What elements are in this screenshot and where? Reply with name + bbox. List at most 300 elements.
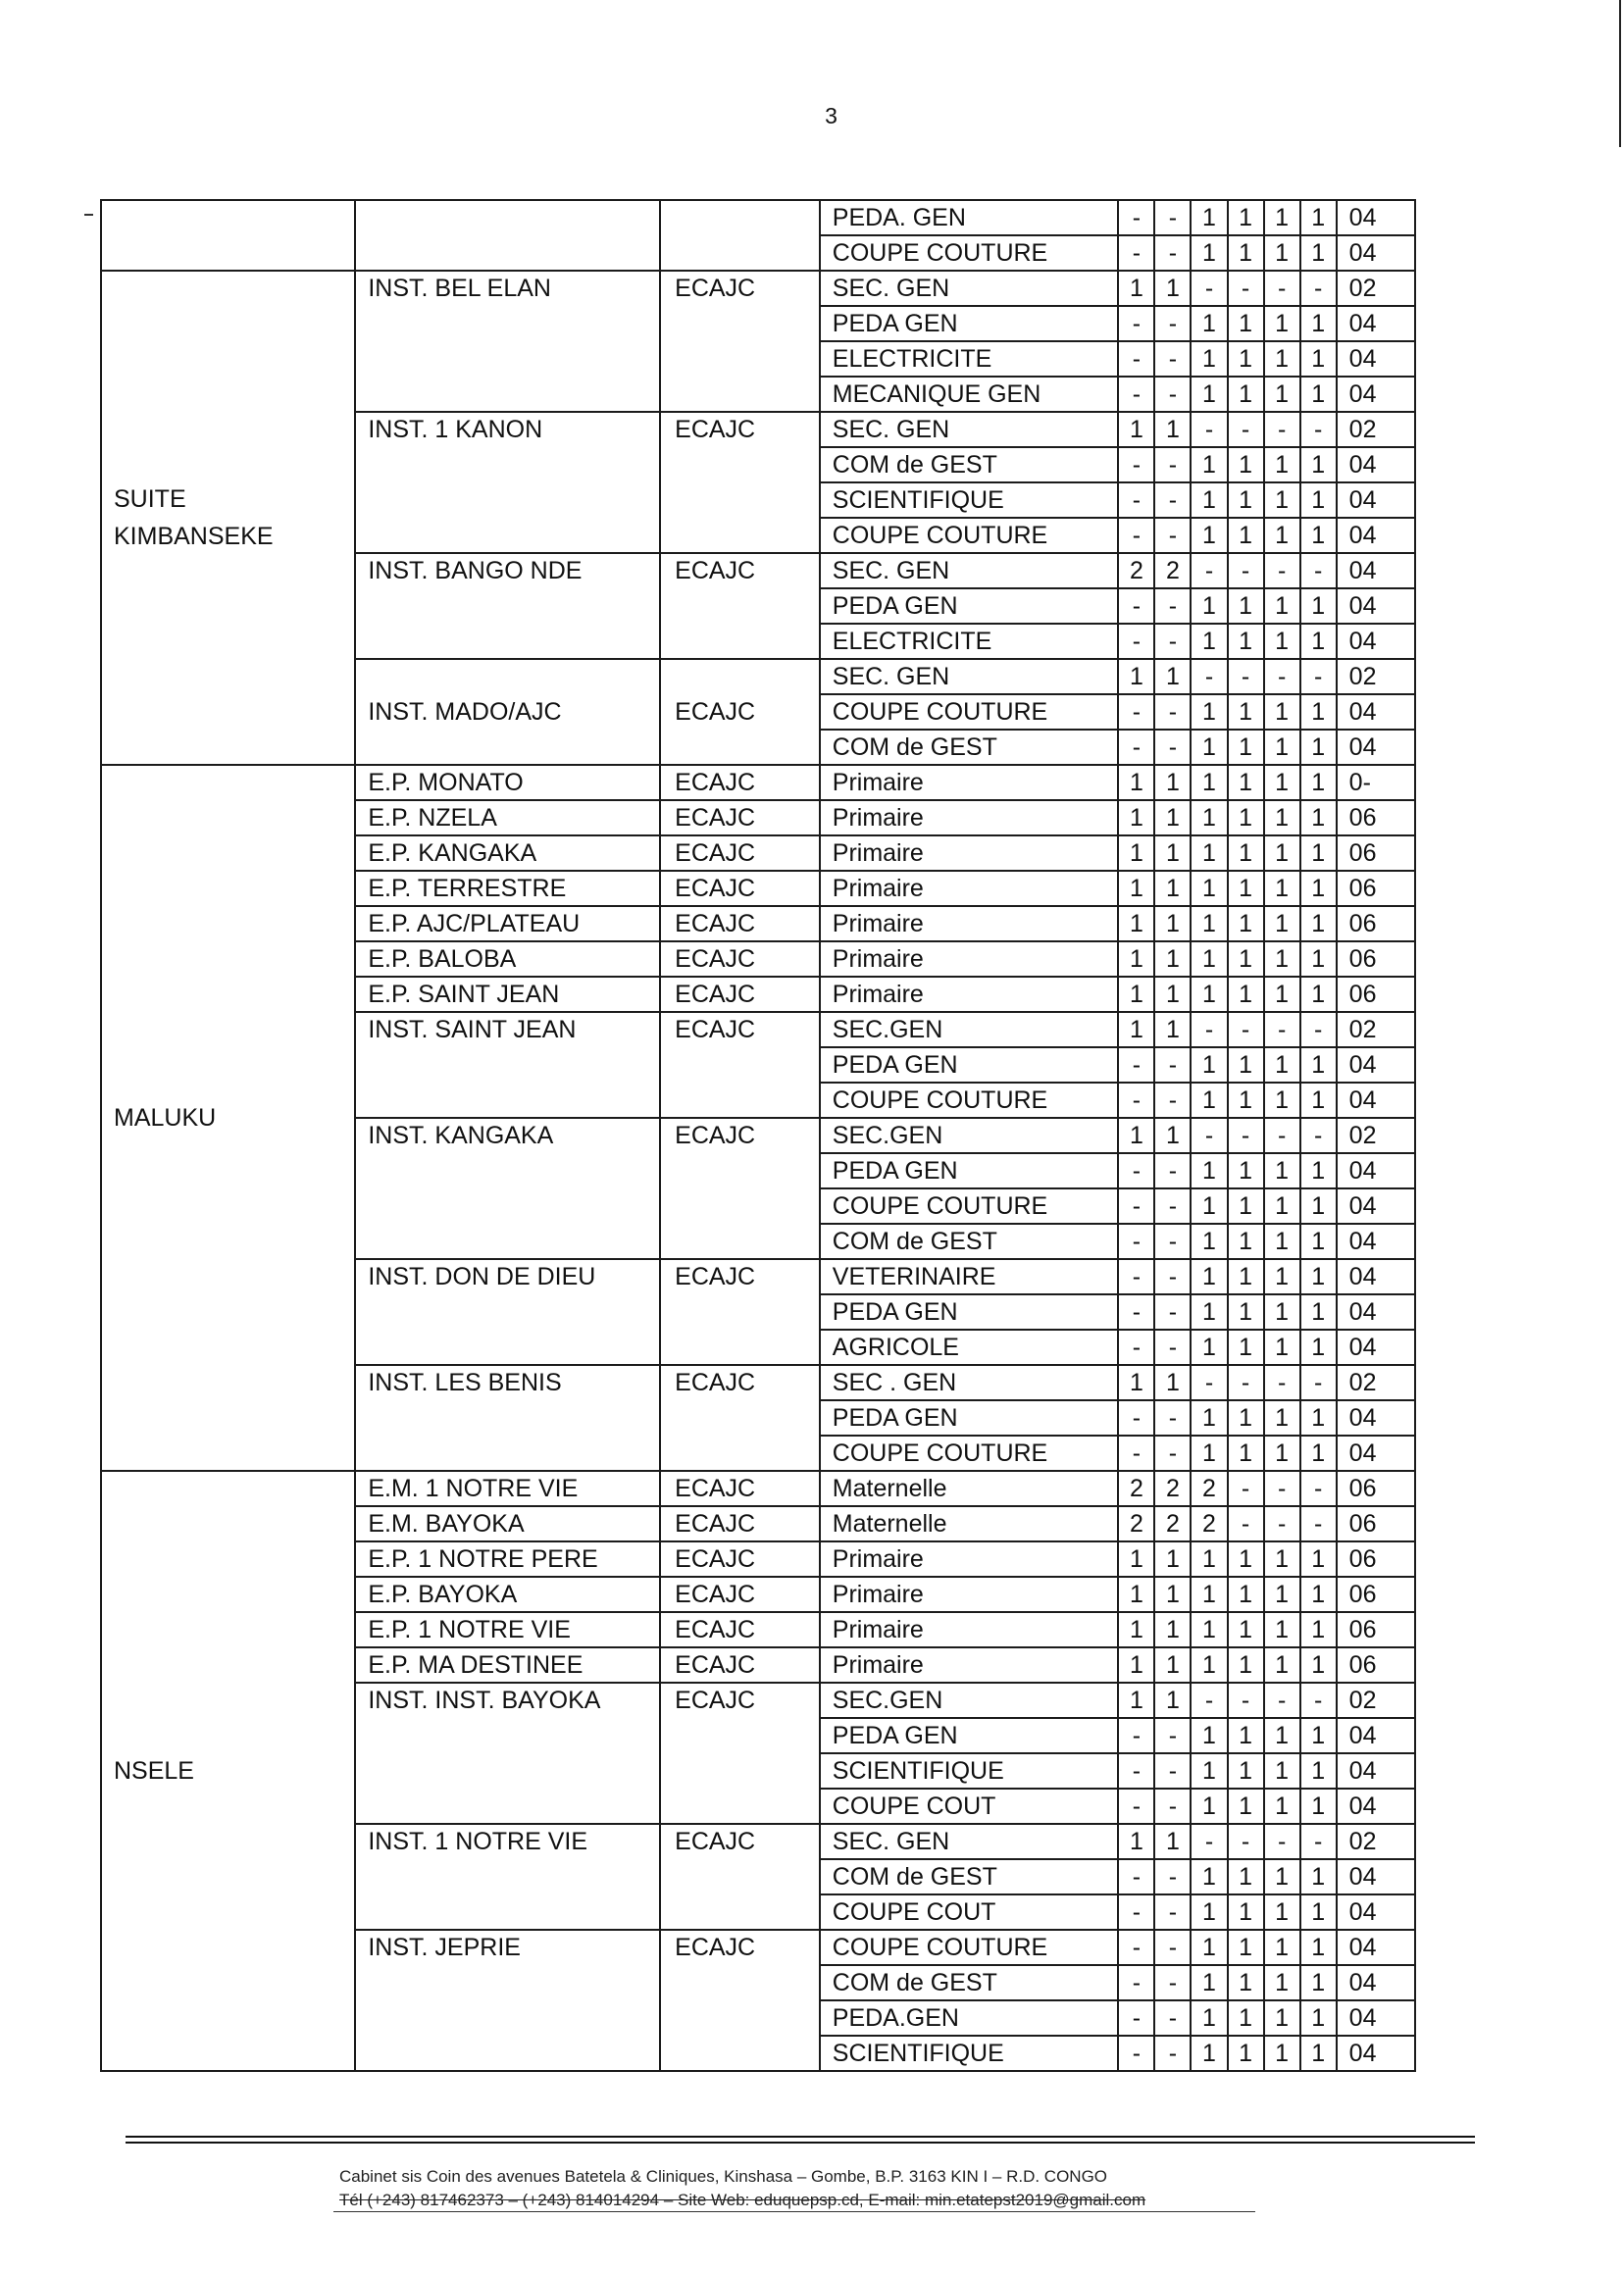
class-count-cell: - bbox=[1118, 1330, 1154, 1365]
organisation-cell: ECAJC bbox=[660, 553, 820, 659]
class-count-cell: - bbox=[1154, 341, 1191, 377]
class-count-cell: 1 bbox=[1300, 1294, 1337, 1330]
total-cell: 04 bbox=[1337, 377, 1415, 412]
class-count-cell: 1 bbox=[1118, 1118, 1154, 1153]
class-count-cell: 1 bbox=[1228, 1577, 1264, 1612]
class-count-cell: 1 bbox=[1264, 1718, 1300, 1753]
class-count-cell: 1 bbox=[1300, 1400, 1337, 1436]
total-cell: 06 bbox=[1337, 906, 1415, 941]
class-count-cell: - bbox=[1118, 624, 1154, 659]
school-allocation-table bbox=[100, 199, 1416, 2072]
section-cell: ELECTRICITE bbox=[820, 624, 1119, 659]
class-count-cell: 1 bbox=[1264, 588, 1300, 624]
class-count-cell: 2 bbox=[1154, 553, 1191, 588]
class-count-cell: 1 bbox=[1264, 835, 1300, 871]
class-count-cell: 1 bbox=[1300, 871, 1337, 906]
class-count-cell: 1 bbox=[1191, 800, 1227, 835]
class-count-cell: - bbox=[1264, 1824, 1300, 1859]
class-count-cell: 1 bbox=[1264, 1153, 1300, 1188]
class-count-cell: 1 bbox=[1300, 1188, 1337, 1224]
class-count-cell: 1 bbox=[1191, 2000, 1227, 2036]
organisation-cell bbox=[660, 200, 820, 271]
class-count-cell: - bbox=[1118, 235, 1154, 271]
section-cell: SEC.GEN bbox=[820, 1118, 1119, 1153]
school-name-cell bbox=[355, 200, 660, 271]
total-cell: 02 bbox=[1337, 1118, 1415, 1153]
table-body bbox=[101, 200, 1415, 2071]
class-count-cell: 1 bbox=[1191, 1894, 1227, 1930]
class-count-cell: 2 bbox=[1118, 1471, 1154, 1506]
school-name-cell: E.P. KANGAKA bbox=[355, 835, 660, 871]
class-count-cell: - bbox=[1300, 1683, 1337, 1718]
total-cell: 04 bbox=[1337, 730, 1415, 765]
class-count-cell: 1 bbox=[1300, 200, 1337, 235]
total-cell: 04 bbox=[1337, 624, 1415, 659]
class-count-cell: - bbox=[1228, 271, 1264, 306]
organisation-cell: ECAJC bbox=[660, 906, 820, 941]
organisation-cell: ECAJC bbox=[660, 941, 820, 977]
class-count-cell: - bbox=[1154, 377, 1191, 412]
class-count-cell: 1 bbox=[1191, 1224, 1227, 1259]
class-count-cell: 1 bbox=[1118, 1647, 1154, 1683]
class-count-cell: - bbox=[1228, 1471, 1264, 1506]
class-count-cell: 1 bbox=[1228, 1224, 1264, 1259]
class-count-cell: 1 bbox=[1300, 1930, 1337, 1965]
school-name-cell: E.M. 1 NOTRE VIE bbox=[355, 1471, 660, 1506]
class-count-cell: 1 bbox=[1228, 694, 1264, 730]
total-cell: 02 bbox=[1337, 271, 1415, 306]
class-count-cell: 1 bbox=[1191, 1047, 1227, 1083]
class-count-cell: 1 bbox=[1154, 835, 1191, 871]
class-count-cell: - bbox=[1264, 659, 1300, 694]
class-count-cell: - bbox=[1228, 1506, 1264, 1541]
section-cell: Primaire bbox=[820, 941, 1119, 977]
school-name-cell: E.P. 1 NOTRE VIE bbox=[355, 1612, 660, 1647]
school-name-cell: INST. INST. BAYOKA bbox=[355, 1683, 660, 1824]
total-cell: 04 bbox=[1337, 553, 1415, 588]
class-count-cell: - bbox=[1154, 518, 1191, 553]
class-count-cell: 1 bbox=[1264, 1894, 1300, 1930]
class-count-cell: 1 bbox=[1300, 835, 1337, 871]
class-count-cell: - bbox=[1118, 447, 1154, 482]
class-count-cell: - bbox=[1118, 1718, 1154, 1753]
class-count-cell: - bbox=[1228, 1012, 1264, 1047]
organisation-cell: ECAJC bbox=[660, 1012, 820, 1118]
class-count-cell: 1 bbox=[1264, 800, 1300, 835]
class-count-cell: - bbox=[1154, 1259, 1191, 1294]
class-count-cell: - bbox=[1228, 412, 1264, 447]
class-count-cell: 1 bbox=[1191, 1083, 1227, 1118]
class-count-cell: - bbox=[1300, 1012, 1337, 1047]
total-cell: 04 bbox=[1337, 2036, 1415, 2071]
class-count-cell: 1 bbox=[1118, 800, 1154, 835]
total-cell: 02 bbox=[1337, 1824, 1415, 1859]
class-count-cell: 1 bbox=[1191, 1330, 1227, 1365]
class-count-cell: 1 bbox=[1191, 341, 1227, 377]
total-cell: 04 bbox=[1337, 2000, 1415, 2036]
class-count-cell: - bbox=[1228, 659, 1264, 694]
section-cell: PEDA GEN bbox=[820, 1153, 1119, 1188]
class-count-cell: - bbox=[1118, 341, 1154, 377]
section-cell: MECANIQUE GEN bbox=[820, 377, 1119, 412]
class-count-cell: - bbox=[1118, 200, 1154, 235]
total-cell: 06 bbox=[1337, 835, 1415, 871]
organisation-cell: ECAJC bbox=[660, 1259, 820, 1365]
class-count-cell: 1 bbox=[1118, 871, 1154, 906]
class-count-cell: 1 bbox=[1118, 835, 1154, 871]
class-count-cell: 1 bbox=[1300, 1541, 1337, 1577]
class-count-cell: 1 bbox=[1118, 412, 1154, 447]
class-count-cell: 1 bbox=[1300, 1612, 1337, 1647]
school-name-cell: INST. SAINT JEAN bbox=[355, 1012, 660, 1118]
class-count-cell: 1 bbox=[1300, 1047, 1337, 1083]
total-cell: 04 bbox=[1337, 1930, 1415, 1965]
total-cell: 04 bbox=[1337, 1047, 1415, 1083]
class-count-cell: 1 bbox=[1228, 306, 1264, 341]
zone-cell: SUITE KIMBANSEKE bbox=[101, 271, 355, 765]
total-cell: 06 bbox=[1337, 1506, 1415, 1541]
total-cell: 04 bbox=[1337, 1188, 1415, 1224]
section-cell: COUPE COUT bbox=[820, 1789, 1119, 1824]
class-count-cell: 1 bbox=[1228, 518, 1264, 553]
section-cell: COUPE COUTURE bbox=[820, 235, 1119, 271]
class-count-cell: 1 bbox=[1264, 1541, 1300, 1577]
class-count-cell: - bbox=[1154, 1294, 1191, 1330]
class-count-cell: 1 bbox=[1264, 2000, 1300, 2036]
class-count-cell: 1 bbox=[1191, 1789, 1227, 1824]
section-cell: COUPE COUTURE bbox=[820, 518, 1119, 553]
total-cell: 04 bbox=[1337, 482, 1415, 518]
class-count-cell: 1 bbox=[1300, 1436, 1337, 1471]
class-count-cell: 1 bbox=[1191, 624, 1227, 659]
class-count-cell: 1 bbox=[1228, 1330, 1264, 1365]
page-number: 3 bbox=[825, 103, 837, 128]
class-count-cell: - bbox=[1118, 588, 1154, 624]
section-cell: Primaire bbox=[820, 977, 1119, 1012]
class-count-cell: 1 bbox=[1264, 871, 1300, 906]
class-count-cell: 1 bbox=[1264, 1400, 1300, 1436]
class-count-cell: 1 bbox=[1264, 1083, 1300, 1118]
class-count-cell: 1 bbox=[1228, 1294, 1264, 1330]
class-count-cell: 1 bbox=[1264, 1753, 1300, 1789]
section-cell: Primaire bbox=[820, 1541, 1119, 1577]
class-count-cell: - bbox=[1264, 1506, 1300, 1541]
section-cell: SEC. GEN bbox=[820, 412, 1119, 447]
footer-underline bbox=[333, 2211, 1255, 2212]
class-count-cell: 1 bbox=[1228, 1153, 1264, 1188]
class-count-cell: 1 bbox=[1191, 871, 1227, 906]
total-cell: 04 bbox=[1337, 306, 1415, 341]
class-count-cell: - bbox=[1191, 659, 1227, 694]
class-count-cell: 1 bbox=[1228, 377, 1264, 412]
class-count-cell: - bbox=[1300, 271, 1337, 306]
total-cell: 06 bbox=[1337, 1647, 1415, 1683]
total-cell: 02 bbox=[1337, 659, 1415, 694]
total-cell: 04 bbox=[1337, 1859, 1415, 1894]
scan-edge-line bbox=[1619, 0, 1621, 147]
class-count-cell: - bbox=[1118, 1083, 1154, 1118]
organisation-cell: ECAJC bbox=[660, 1612, 820, 1647]
class-count-cell: 1 bbox=[1118, 1612, 1154, 1647]
section-cell: PEDA GEN bbox=[820, 1294, 1119, 1330]
class-count-cell: 1 bbox=[1264, 2036, 1300, 2071]
organisation-cell: ECAJC bbox=[660, 977, 820, 1012]
footer-rule bbox=[126, 2142, 1475, 2144]
organisation-cell: ECAJC bbox=[660, 412, 820, 553]
class-count-cell: 1 bbox=[1264, 1647, 1300, 1683]
school-name-cell: E.P. BAYOKA bbox=[355, 1577, 660, 1612]
organisation-cell: ECAJC bbox=[660, 1824, 820, 1930]
class-count-cell: - bbox=[1191, 1012, 1227, 1047]
class-count-cell: 1 bbox=[1191, 730, 1227, 765]
class-count-cell: 1 bbox=[1154, 1824, 1191, 1859]
class-count-cell: 1 bbox=[1300, 588, 1337, 624]
class-count-cell: 1 bbox=[1118, 1824, 1154, 1859]
class-count-cell: - bbox=[1118, 518, 1154, 553]
class-count-cell: 1 bbox=[1228, 1789, 1264, 1824]
school-name-cell: E.P. MA DESTINEE bbox=[355, 1647, 660, 1683]
class-count-cell: 1 bbox=[1300, 765, 1337, 800]
class-count-cell: 1 bbox=[1228, 588, 1264, 624]
class-count-cell: - bbox=[1118, 1294, 1154, 1330]
class-count-cell: 1 bbox=[1264, 200, 1300, 235]
class-count-cell: - bbox=[1118, 1188, 1154, 1224]
section-cell: Primaire bbox=[820, 906, 1119, 941]
class-count-cell: 1 bbox=[1118, 977, 1154, 1012]
total-cell: 06 bbox=[1337, 871, 1415, 906]
zone-cell bbox=[101, 200, 355, 271]
class-count-cell: 1 bbox=[1228, 1753, 1264, 1789]
organisation-cell: ECAJC bbox=[660, 1647, 820, 1683]
class-count-cell: - bbox=[1154, 588, 1191, 624]
section-cell: Primaire bbox=[820, 1612, 1119, 1647]
section-cell: SEC. GEN bbox=[820, 1824, 1119, 1859]
class-count-cell: 1 bbox=[1264, 1436, 1300, 1471]
class-count-cell: 1 bbox=[1300, 1330, 1337, 1365]
class-count-cell: 1 bbox=[1191, 482, 1227, 518]
class-count-cell: 1 bbox=[1191, 235, 1227, 271]
class-count-cell: 1 bbox=[1264, 1294, 1300, 1330]
class-count-cell: 1 bbox=[1191, 1753, 1227, 1789]
section-cell: COM de GEST bbox=[820, 730, 1119, 765]
class-count-cell: 1 bbox=[1228, 730, 1264, 765]
organisation-cell: ECAJC bbox=[660, 1683, 820, 1824]
class-count-cell: 1 bbox=[1228, 482, 1264, 518]
class-count-cell: 1 bbox=[1118, 1365, 1154, 1400]
total-cell: 06 bbox=[1337, 941, 1415, 977]
section-cell: Primaire bbox=[820, 835, 1119, 871]
school-name-cell: E.P. AJC/PLATEAU bbox=[355, 906, 660, 941]
total-cell: 04 bbox=[1337, 518, 1415, 553]
class-count-cell: 1 bbox=[1191, 588, 1227, 624]
section-cell: SEC. GEN bbox=[820, 659, 1119, 694]
class-count-cell: 1 bbox=[1191, 1153, 1227, 1188]
class-count-cell: 1 bbox=[1300, 1224, 1337, 1259]
class-count-cell: - bbox=[1154, 306, 1191, 341]
section-cell: COUPE COUTURE bbox=[820, 1083, 1119, 1118]
class-count-cell: 1 bbox=[1264, 447, 1300, 482]
class-count-cell: - bbox=[1300, 1118, 1337, 1153]
class-count-cell: - bbox=[1154, 1859, 1191, 1894]
class-count-cell: - bbox=[1300, 1506, 1337, 1541]
class-count-cell: 1 bbox=[1118, 906, 1154, 941]
section-cell: Primaire bbox=[820, 1577, 1119, 1612]
class-count-cell: 1 bbox=[1300, 447, 1337, 482]
school-name-cell: E.P. SAINT JEAN bbox=[355, 977, 660, 1012]
class-count-cell: 1 bbox=[1264, 1330, 1300, 1365]
organisation-cell: ECAJC bbox=[660, 871, 820, 906]
class-count-cell: 1 bbox=[1264, 624, 1300, 659]
class-count-cell: 1 bbox=[1191, 694, 1227, 730]
class-count-cell: - bbox=[1191, 1365, 1227, 1400]
class-count-cell: - bbox=[1154, 694, 1191, 730]
class-count-cell: - bbox=[1118, 1753, 1154, 1789]
total-cell: 04 bbox=[1337, 1294, 1415, 1330]
class-count-cell: 1 bbox=[1300, 1083, 1337, 1118]
school-name-cell: E.M. BAYOKA bbox=[355, 1506, 660, 1541]
total-cell: 04 bbox=[1337, 588, 1415, 624]
class-count-cell: - bbox=[1154, 1753, 1191, 1789]
total-cell: 06 bbox=[1337, 977, 1415, 1012]
class-count-cell: 1 bbox=[1300, 2036, 1337, 2071]
section-cell: PEDA GEN bbox=[820, 1400, 1119, 1436]
class-count-cell: 1 bbox=[1300, 1789, 1337, 1824]
class-count-cell: - bbox=[1191, 1824, 1227, 1859]
section-cell: Primaire bbox=[820, 800, 1119, 835]
class-count-cell: - bbox=[1264, 1471, 1300, 1506]
school-name-cell: INST. 1 NOTRE VIE bbox=[355, 1824, 660, 1930]
class-count-cell: 1 bbox=[1228, 2000, 1264, 2036]
class-count-cell: - bbox=[1154, 1047, 1191, 1083]
class-count-cell: 1 bbox=[1300, 1894, 1337, 1930]
class-count-cell: 1 bbox=[1154, 659, 1191, 694]
class-count-cell: 1 bbox=[1300, 1718, 1337, 1753]
class-count-cell: 1 bbox=[1191, 1188, 1227, 1224]
class-count-cell: 1 bbox=[1228, 1047, 1264, 1083]
class-count-cell: - bbox=[1118, 1047, 1154, 1083]
class-count-cell: 1 bbox=[1191, 765, 1227, 800]
footer-address: Cabinet sis Coin des avenues Batetela & Cliniques, Kinshasa – Gombe, B.P. 3163 KIN I – R.D. CONGO bbox=[339, 2167, 1108, 2186]
class-count-cell: - bbox=[1264, 412, 1300, 447]
total-cell: 02 bbox=[1337, 1012, 1415, 1047]
school-name-cell: INST. JEPRIE bbox=[355, 1930, 660, 2071]
class-count-cell: - bbox=[1154, 235, 1191, 271]
total-cell: 04 bbox=[1337, 1894, 1415, 1930]
class-count-cell: - bbox=[1118, 1153, 1154, 1188]
class-count-cell: 1 bbox=[1118, 1683, 1154, 1718]
class-count-cell: 1 bbox=[1118, 765, 1154, 800]
class-count-cell: 1 bbox=[1264, 1224, 1300, 1259]
class-count-cell: 1 bbox=[1228, 1612, 1264, 1647]
class-count-cell: 1 bbox=[1191, 1294, 1227, 1330]
class-count-cell: 1 bbox=[1300, 800, 1337, 835]
class-count-cell: 1 bbox=[1191, 941, 1227, 977]
section-cell: PEDA GEN bbox=[820, 306, 1119, 341]
section-cell: SCIENTIFIQUE bbox=[820, 1753, 1119, 1789]
total-cell: 04 bbox=[1337, 1083, 1415, 1118]
class-count-cell: - bbox=[1154, 1436, 1191, 1471]
class-count-cell: 1 bbox=[1191, 518, 1227, 553]
school-name-cell: INST. BEL ELAN bbox=[355, 271, 660, 412]
class-count-cell: 1 bbox=[1264, 1789, 1300, 1824]
class-count-cell: 1 bbox=[1228, 624, 1264, 659]
class-count-cell: 1 bbox=[1154, 941, 1191, 977]
class-count-cell: 1 bbox=[1300, 906, 1337, 941]
section-cell: COUPE COUTURE bbox=[820, 1930, 1119, 1965]
class-count-cell: 1 bbox=[1264, 765, 1300, 800]
class-count-cell: 1 bbox=[1228, 200, 1264, 235]
class-count-cell: 1 bbox=[1191, 977, 1227, 1012]
class-count-cell: 1 bbox=[1154, 412, 1191, 447]
school-name-cell: E.P. BALOBA bbox=[355, 941, 660, 977]
class-count-cell: 1 bbox=[1154, 1118, 1191, 1153]
class-count-cell: 1 bbox=[1228, 835, 1264, 871]
class-count-cell: 1 bbox=[1300, 2000, 1337, 2036]
class-count-cell: 1 bbox=[1118, 271, 1154, 306]
section-cell: Primaire bbox=[820, 871, 1119, 906]
total-cell: 04 bbox=[1337, 1259, 1415, 1294]
class-count-cell: 2 bbox=[1191, 1471, 1227, 1506]
section-cell: PEDA.GEN bbox=[820, 2000, 1119, 2036]
table-row bbox=[101, 765, 1415, 800]
class-count-cell: - bbox=[1118, 2000, 1154, 2036]
class-count-cell: 1 bbox=[1228, 341, 1264, 377]
class-count-cell: - bbox=[1191, 1683, 1227, 1718]
footer-contact: Tél (+243) 817462373 – (+243) 814014294 – Site Web: eduquepsp.cd, E-mail: min.etatepst2019@gmail.com bbox=[339, 2191, 1146, 2209]
class-count-cell: - bbox=[1118, 730, 1154, 765]
class-count-cell: - bbox=[1154, 624, 1191, 659]
section-cell: COM de GEST bbox=[820, 1859, 1119, 1894]
class-count-cell: 1 bbox=[1154, 1612, 1191, 1647]
class-count-cell: 1 bbox=[1300, 1859, 1337, 1894]
class-count-cell: - bbox=[1118, 377, 1154, 412]
class-count-cell: - bbox=[1118, 1894, 1154, 1930]
class-count-cell: 1 bbox=[1154, 977, 1191, 1012]
class-count-cell: 1 bbox=[1228, 1436, 1264, 1471]
class-count-cell: 1 bbox=[1191, 200, 1227, 235]
class-count-cell: 1 bbox=[1154, 800, 1191, 835]
class-count-cell: 1 bbox=[1118, 941, 1154, 977]
class-count-cell: 1 bbox=[1154, 1647, 1191, 1683]
table-row bbox=[101, 1471, 1415, 1506]
class-count-cell: 1 bbox=[1300, 624, 1337, 659]
class-count-cell: - bbox=[1154, 1330, 1191, 1365]
class-count-cell: 1 bbox=[1300, 341, 1337, 377]
school-name-cell: E.P. MONATO bbox=[355, 765, 660, 800]
organisation-cell: ECAJC bbox=[660, 1365, 820, 1471]
class-count-cell: - bbox=[1228, 1824, 1264, 1859]
class-count-cell: 2 bbox=[1118, 553, 1154, 588]
class-count-cell: 1 bbox=[1300, 1577, 1337, 1612]
class-count-cell: 1 bbox=[1154, 906, 1191, 941]
class-count-cell: 1 bbox=[1300, 306, 1337, 341]
total-cell: 04 bbox=[1337, 447, 1415, 482]
section-cell: COUPE COUTURE bbox=[820, 1188, 1119, 1224]
class-count-cell: 1 bbox=[1264, 1047, 1300, 1083]
section-cell: COM de GEST bbox=[820, 447, 1119, 482]
class-count-cell: - bbox=[1264, 1012, 1300, 1047]
class-count-cell: 1 bbox=[1264, 977, 1300, 1012]
class-count-cell: 1 bbox=[1228, 1859, 1264, 1894]
class-count-cell: 1 bbox=[1300, 1647, 1337, 1683]
class-count-cell: 1 bbox=[1264, 1859, 1300, 1894]
class-count-cell: 1 bbox=[1191, 1718, 1227, 1753]
class-count-cell: 1 bbox=[1118, 1541, 1154, 1577]
section-cell: PEDA GEN bbox=[820, 588, 1119, 624]
class-count-cell: 1 bbox=[1300, 977, 1337, 1012]
class-count-cell: 1 bbox=[1191, 2036, 1227, 2071]
organisation-cell: ECAJC bbox=[660, 659, 820, 765]
